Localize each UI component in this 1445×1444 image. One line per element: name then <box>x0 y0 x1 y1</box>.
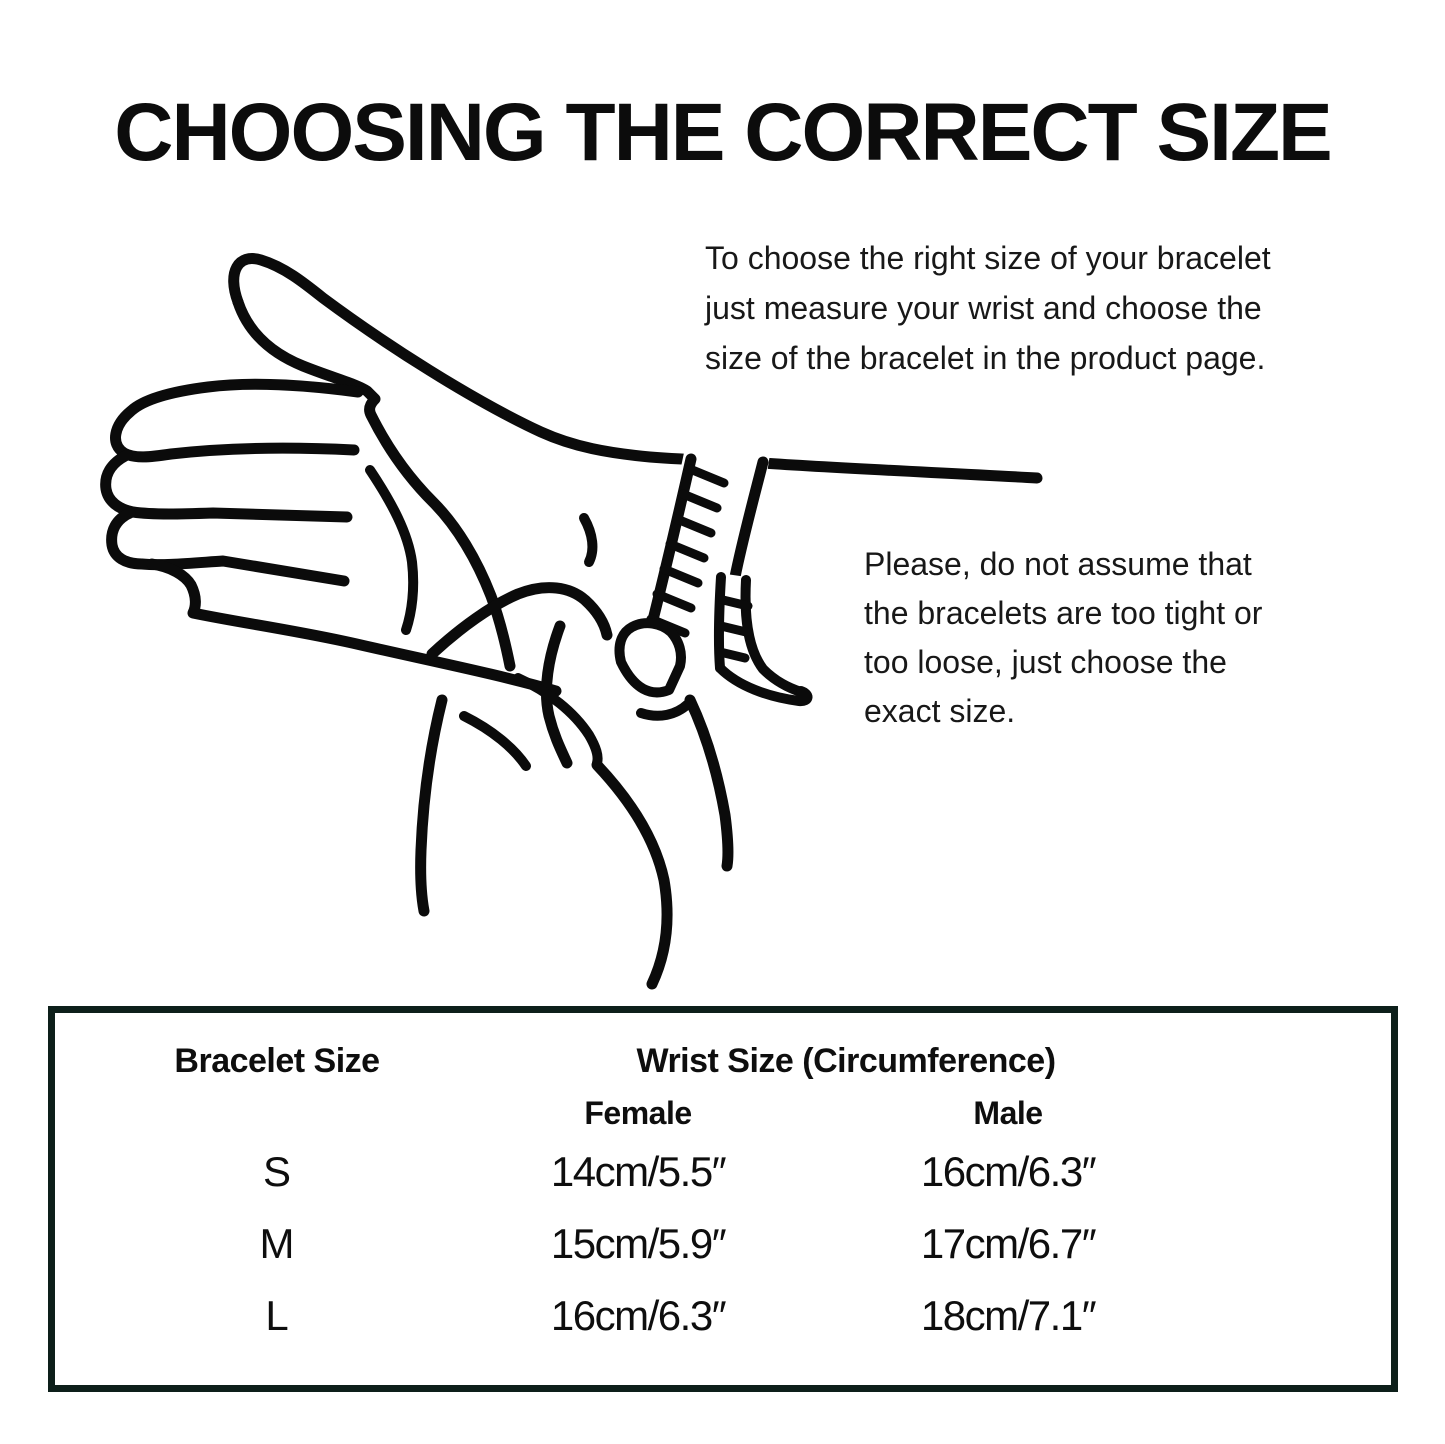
holding-hand-right-contour <box>690 700 728 866</box>
table-row-l-female: 16cm/6.3″ <box>550 1292 726 1339</box>
holding-hand <box>421 588 728 984</box>
note-line: exact size. <box>864 693 1016 729</box>
note-line: the bracelets are too tight or <box>864 595 1263 631</box>
wrist-size-group-header: Wrist Size (Circumference) <box>636 1042 1056 1080</box>
wrist-crease <box>584 518 592 562</box>
intro-line: To choose the right size of your bracelet <box>705 240 1271 276</box>
index-finger <box>116 384 358 457</box>
table-row-s-size: S <box>262 1148 292 1195</box>
note-line: Please, do not assume that <box>864 546 1252 582</box>
ring-finger <box>112 513 344 581</box>
size-table <box>48 1006 1398 1392</box>
table-row-m-male: 17cm/6.7″ <box>920 1220 1096 1267</box>
intro-paragraph <box>705 233 1271 383</box>
holding-finger-crease-2 <box>464 716 526 766</box>
intro-line: just measure your wrist and choose the <box>705 290 1262 326</box>
bracelet-size-header: Bracelet Size <box>174 1042 380 1080</box>
intro-line: size of the bracelet in the product page. <box>705 340 1266 376</box>
note-line: too loose, just choose the <box>864 644 1227 680</box>
male-column-header: Male <box>973 1095 1043 1131</box>
holding-hand-left-contour <box>421 700 442 911</box>
palm-crease <box>370 470 413 630</box>
page-title: CHOOSING THE CORRECT SIZE <box>114 87 1331 178</box>
table-row-m-size: M <box>259 1220 295 1267</box>
table-row-l-male: 18cm/7.1″ <box>920 1292 1096 1339</box>
table-row-m-female: 15cm/5.9″ <box>550 1220 726 1267</box>
thumb-nail <box>619 623 681 692</box>
table-row-s-female: 14cm/5.5″ <box>550 1148 726 1195</box>
thumb-tip-crease <box>641 704 688 716</box>
table-row-l-size: L <box>265 1292 289 1339</box>
holding-wrist-inner-contour <box>597 765 667 984</box>
table-row-s-male: 16cm/6.3″ <box>920 1148 1096 1195</box>
middle-finger <box>106 455 347 517</box>
note-paragraph <box>864 540 1262 736</box>
female-column-header: Female <box>584 1095 692 1131</box>
holding-thumb-top <box>432 588 607 654</box>
